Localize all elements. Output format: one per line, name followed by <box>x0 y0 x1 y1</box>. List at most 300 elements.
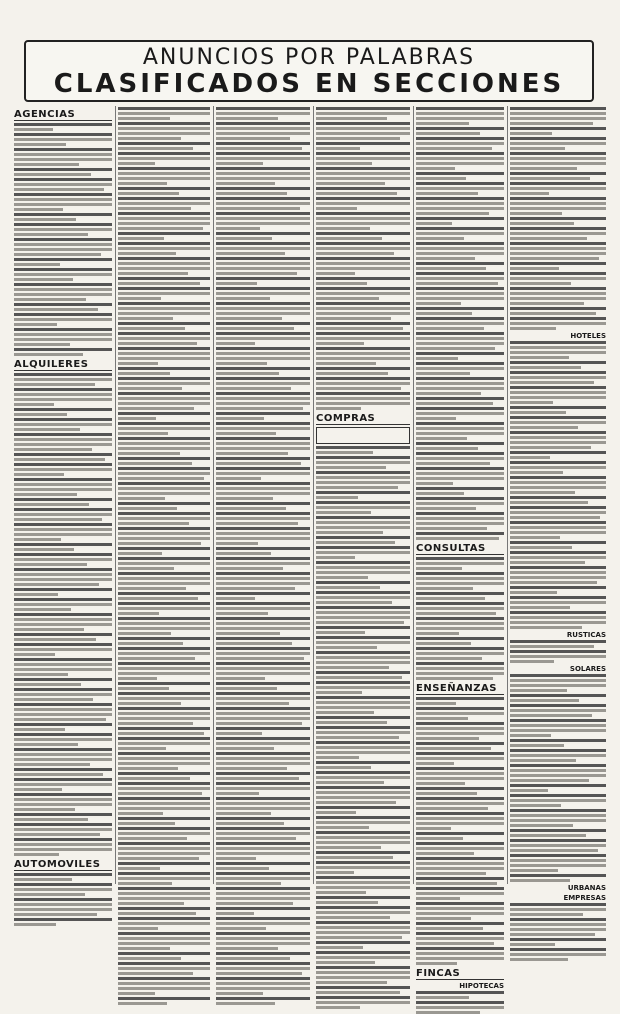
print-line <box>316 701 410 704</box>
print-line <box>216 237 272 240</box>
print-line <box>216 317 282 320</box>
print-line <box>416 832 504 835</box>
classified-ad <box>416 227 504 240</box>
print-line <box>510 322 606 325</box>
print-line <box>510 958 568 961</box>
print-line <box>416 367 504 370</box>
print-line <box>416 482 453 485</box>
classified-ad <box>416 272 504 285</box>
print-line <box>316 791 410 794</box>
print-line <box>14 463 112 466</box>
classified-ad <box>14 178 112 191</box>
classified-ad <box>510 596 606 609</box>
classified-ad <box>510 704 606 717</box>
print-line <box>316 456 410 459</box>
classified-ad <box>216 287 310 300</box>
print-line <box>510 396 606 399</box>
print-line <box>316 681 410 684</box>
classified-ad <box>316 546 410 559</box>
classified-ad <box>118 197 210 210</box>
print-line <box>316 691 362 694</box>
print-line <box>416 707 504 710</box>
print-line <box>416 142 504 145</box>
print-line <box>216 692 310 695</box>
print-line <box>510 112 606 115</box>
print-line <box>118 597 198 600</box>
classified-ad <box>510 650 606 663</box>
print-line <box>316 626 410 629</box>
print-line <box>118 272 188 275</box>
classified-ad <box>510 784 606 792</box>
print-line <box>510 660 554 663</box>
print-line <box>316 926 410 929</box>
print-line <box>118 262 210 265</box>
classified-ad <box>118 617 210 635</box>
print-line <box>510 953 606 956</box>
print-line <box>316 546 410 549</box>
print-line <box>416 652 504 655</box>
classified-ad <box>118 322 210 330</box>
print-line <box>216 682 310 685</box>
print-line <box>216 247 310 250</box>
print-line <box>316 327 403 330</box>
print-line <box>416 657 482 660</box>
print-line <box>216 277 310 280</box>
print-line <box>316 501 410 504</box>
print-line <box>510 789 548 792</box>
classified-ad <box>216 277 310 285</box>
classified-ad <box>14 148 112 166</box>
classified-ad <box>216 727 310 735</box>
print-line <box>316 951 410 954</box>
print-line <box>316 446 410 449</box>
classified-ad <box>118 377 210 390</box>
print-line <box>416 527 487 530</box>
print-line <box>416 532 504 535</box>
classified-ad <box>216 917 310 930</box>
print-line <box>14 403 54 406</box>
print-line <box>316 916 390 919</box>
print-line <box>118 492 210 495</box>
print-line <box>216 177 310 180</box>
print-line <box>118 287 210 290</box>
print-line <box>118 467 210 470</box>
classified-ad <box>510 227 606 240</box>
print-line <box>14 903 112 906</box>
print-line <box>216 107 310 110</box>
print-line <box>14 643 112 646</box>
print-line <box>14 128 53 131</box>
classified-ad <box>216 707 310 725</box>
print-line <box>416 857 504 860</box>
print-line <box>510 287 606 290</box>
print-line <box>510 401 553 404</box>
column-4 <box>316 106 410 884</box>
classified-ad <box>510 242 606 260</box>
print-line <box>316 541 395 544</box>
print-line <box>14 838 112 841</box>
classified-ad <box>416 812 504 830</box>
print-line <box>216 617 310 620</box>
print-line <box>510 341 606 344</box>
classified-ad <box>416 647 504 660</box>
print-line <box>118 107 210 110</box>
print-line <box>510 948 606 951</box>
classified-ad <box>510 262 606 270</box>
print-line <box>316 621 404 624</box>
print-line <box>14 788 62 791</box>
print-line <box>216 302 310 305</box>
section-heading-agencias: AGENCIAS <box>14 109 112 121</box>
print-line <box>118 242 210 245</box>
print-line <box>416 232 504 235</box>
print-line <box>118 652 210 655</box>
print-line <box>216 877 310 880</box>
classified-ad <box>14 553 112 566</box>
print-line <box>216 742 310 745</box>
print-line <box>510 566 606 569</box>
print-line <box>510 839 606 842</box>
print-line <box>416 202 504 205</box>
print-line <box>118 357 210 360</box>
print-line <box>14 848 112 851</box>
print-line <box>14 268 112 271</box>
print-line <box>118 557 210 560</box>
print-line <box>216 677 265 680</box>
print-line <box>510 744 564 747</box>
print-line <box>118 572 210 575</box>
print-line <box>118 817 210 820</box>
print-line <box>316 986 410 989</box>
print-line <box>14 178 112 181</box>
print-line <box>14 608 71 611</box>
print-line <box>510 297 606 300</box>
print-line <box>14 513 112 516</box>
classified-ad <box>118 107 210 120</box>
print-line <box>416 752 504 755</box>
print-line <box>216 537 310 540</box>
print-line <box>118 687 169 690</box>
classified-ad <box>118 412 210 420</box>
print-line <box>118 707 210 710</box>
print-line <box>510 247 606 250</box>
classified-ad <box>118 467 210 480</box>
print-line <box>118 752 210 755</box>
classified-ad <box>416 832 504 840</box>
print-line <box>316 272 355 275</box>
classified-ad <box>118 692 210 705</box>
print-line <box>118 782 210 785</box>
print-line <box>14 278 73 281</box>
classified-ad <box>216 197 310 210</box>
print-line <box>316 377 410 380</box>
classified-ad <box>510 172 606 180</box>
print-line <box>510 784 606 787</box>
classified-ad <box>14 703 112 721</box>
print-line <box>216 587 295 590</box>
print-line <box>316 686 410 689</box>
classified-ad <box>316 257 410 275</box>
print-line <box>416 377 504 380</box>
print-line <box>14 333 112 336</box>
print-line <box>510 436 606 439</box>
print-line <box>216 667 310 670</box>
ad-columns <box>14 106 606 990</box>
print-line <box>118 867 160 870</box>
print-line <box>416 107 504 110</box>
print-line <box>416 332 504 335</box>
print-line <box>416 627 504 630</box>
print-line <box>14 233 88 236</box>
classified-ad <box>118 167 210 185</box>
classified-ad <box>216 887 310 905</box>
print-line <box>416 452 504 455</box>
print-line <box>316 716 410 719</box>
classified-ad <box>216 682 310 690</box>
print-line <box>416 427 504 430</box>
print-line <box>216 462 301 465</box>
section-heading-compras: COMPRAS <box>316 413 410 425</box>
print-line <box>14 843 112 846</box>
classified-ad <box>316 122 410 140</box>
print-line <box>216 197 310 200</box>
print-line <box>216 867 269 870</box>
print-line <box>14 558 112 561</box>
print-line <box>316 122 410 125</box>
print-line <box>510 416 606 419</box>
classified-ad <box>416 107 504 125</box>
print-line <box>416 922 504 925</box>
print-line <box>216 657 304 660</box>
print-line <box>216 152 310 155</box>
print-line <box>510 694 606 697</box>
print-line <box>316 531 383 534</box>
classified-ad <box>316 966 410 984</box>
print-line <box>14 433 112 436</box>
print-line <box>416 897 460 900</box>
print-line <box>510 267 559 270</box>
print-line <box>316 826 369 829</box>
print-line <box>118 787 210 790</box>
print-line <box>118 317 173 320</box>
print-line <box>416 257 475 260</box>
classified-ad <box>316 726 410 739</box>
print-line <box>216 162 263 165</box>
print-line <box>118 172 210 175</box>
print-line <box>316 197 410 200</box>
print-line <box>216 732 262 735</box>
print-line <box>118 657 195 660</box>
print-line <box>316 711 374 714</box>
print-line <box>416 112 504 115</box>
print-line <box>316 257 410 260</box>
print-line <box>316 112 410 115</box>
print-line <box>216 702 289 705</box>
print-line <box>118 592 210 595</box>
classified-ad <box>416 922 504 930</box>
print-line <box>316 342 364 345</box>
print-line <box>118 312 210 315</box>
print-line <box>118 347 210 350</box>
classified-ad <box>316 696 410 714</box>
print-line <box>14 398 112 401</box>
print-line <box>216 512 310 515</box>
banner-title-line1: ANUNCIOS POR PALABRAS <box>142 45 476 70</box>
print-line <box>118 812 163 815</box>
print-line <box>118 842 210 845</box>
print-line <box>316 746 410 749</box>
print-line <box>14 168 112 171</box>
print-line <box>14 648 112 651</box>
notice-box <box>316 427 410 444</box>
print-line <box>118 487 210 490</box>
print-line <box>416 242 504 245</box>
classified-ad <box>510 874 606 882</box>
classified-ad <box>14 568 112 586</box>
classified-ad <box>14 508 112 521</box>
classified-ad <box>416 362 504 375</box>
print-line <box>510 117 606 120</box>
print-line <box>416 887 504 890</box>
print-line <box>14 588 112 591</box>
print-line <box>316 646 377 649</box>
classified-ad <box>216 592 310 600</box>
print-line <box>316 466 386 469</box>
classified-ad <box>216 527 310 545</box>
print-line <box>118 482 210 485</box>
print-line <box>216 957 290 960</box>
print-line <box>510 162 606 165</box>
classified-ad <box>14 193 112 211</box>
classified-ad <box>416 797 504 810</box>
classified-ad <box>316 377 410 390</box>
print-line <box>316 816 410 819</box>
print-line <box>118 702 181 705</box>
classified-ad <box>316 456 410 469</box>
print-line <box>118 112 210 115</box>
print-line <box>216 822 284 825</box>
print-line <box>316 671 410 674</box>
print-line <box>316 731 410 734</box>
print-line <box>510 879 570 882</box>
print-line <box>416 177 466 180</box>
print-line <box>510 187 606 190</box>
classified-ad <box>14 313 112 326</box>
classified-ad <box>216 557 310 570</box>
print-line <box>14 803 112 806</box>
classified-ad <box>416 742 504 750</box>
print-line <box>510 531 606 534</box>
classified-ad <box>118 817 210 825</box>
classified-ad <box>14 388 112 406</box>
classified-ad <box>14 328 112 346</box>
print-line <box>216 567 283 570</box>
print-line <box>510 526 606 529</box>
classified-ad <box>510 854 606 872</box>
classified-ad <box>510 749 606 762</box>
print-line <box>510 719 606 722</box>
print-line <box>316 981 387 984</box>
classified-ad <box>316 681 410 694</box>
print-line <box>14 723 112 726</box>
print-line <box>216 157 310 160</box>
print-line <box>316 836 410 839</box>
print-line <box>118 757 210 760</box>
print-line <box>118 527 210 530</box>
print-line <box>14 328 112 331</box>
classified-ad <box>118 242 210 255</box>
print-line <box>118 447 210 450</box>
print-line <box>118 247 210 250</box>
print-line <box>14 153 112 156</box>
classified-ad <box>14 463 112 476</box>
print-line <box>316 821 410 824</box>
print-line <box>416 252 504 255</box>
classified-ad <box>316 636 410 649</box>
print-line <box>118 582 210 585</box>
print-line <box>216 202 310 205</box>
print-line <box>14 688 112 691</box>
print-line <box>510 640 606 643</box>
section-heading-automoviles: AUTOMOVILES <box>14 859 112 871</box>
print-line <box>316 696 410 699</box>
print-line <box>316 611 410 614</box>
print-line <box>316 1006 360 1009</box>
print-line <box>416 122 469 125</box>
classified-ad <box>510 451 606 459</box>
print-line <box>316 172 410 175</box>
classified-ad <box>416 242 504 260</box>
print-line <box>416 722 504 725</box>
print-line <box>118 877 210 880</box>
print-line <box>14 203 112 206</box>
print-line <box>14 653 55 656</box>
classified-ad <box>416 932 504 945</box>
classified-ad <box>416 217 504 225</box>
print-line <box>416 187 504 190</box>
print-line <box>216 842 310 845</box>
print-line <box>510 606 570 609</box>
print-line <box>118 627 210 630</box>
print-line <box>316 571 410 574</box>
section-heading-consultas: CONSULTAS <box>416 543 504 555</box>
print-line <box>118 402 210 405</box>
classified-ad <box>316 322 410 330</box>
classified-ad <box>14 238 112 256</box>
print-line <box>510 576 606 579</box>
classified-ad <box>510 341 606 359</box>
print-line <box>14 453 112 456</box>
print-line <box>416 662 504 665</box>
classified-ad <box>14 258 112 266</box>
print-line <box>216 407 303 410</box>
classified-ad <box>14 733 112 746</box>
print-line <box>118 302 210 305</box>
print-line <box>416 167 455 170</box>
classified-ad <box>216 187 310 195</box>
print-line <box>416 862 504 865</box>
classified-ad <box>510 431 606 449</box>
print-line <box>118 712 210 715</box>
print-line <box>118 737 210 740</box>
print-line <box>416 927 483 930</box>
print-line <box>510 157 606 160</box>
classified-ad <box>216 257 310 275</box>
classified-ad <box>510 496 606 504</box>
print-line <box>14 833 100 836</box>
print-line <box>416 147 492 150</box>
classified-ad <box>14 523 112 541</box>
